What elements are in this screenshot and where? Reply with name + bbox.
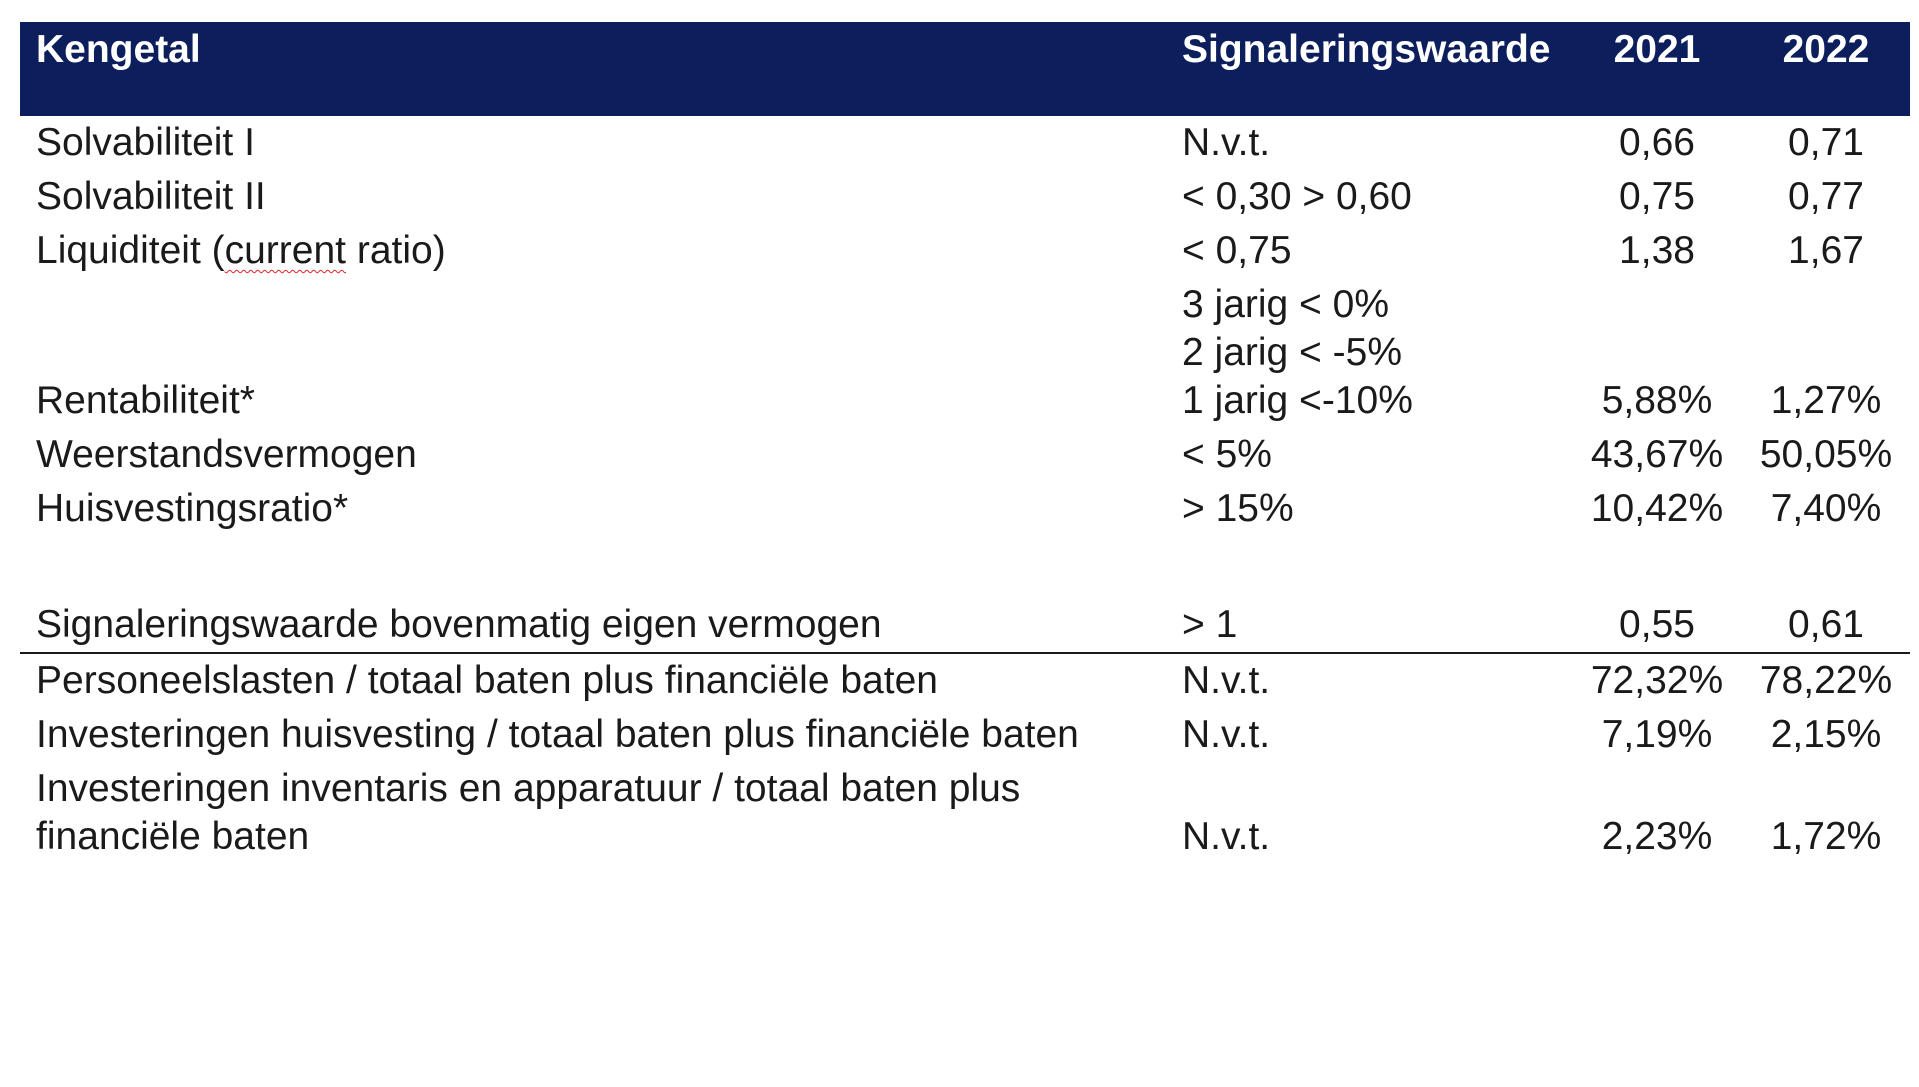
signaleringswaarde-line: 3 jarig < 0% [1182, 283, 1390, 326]
signaleringswaarde-line: 1 jarig <-10% [1182, 379, 1413, 422]
kengetal-cell: Investeringen inventaris en apparatuur / totaal baten plus financiële baten [36, 767, 1021, 858]
signaleringswaarde-cell: N.v.t. [1182, 815, 1271, 858]
kengetal-cell: Solvabiliteit I [36, 121, 255, 164]
table-row [20, 482, 1910, 536]
kengetal-cell: Weerstandsvermogen [36, 433, 417, 476]
value-2021-cell: 5,88% [1601, 379, 1713, 422]
kengetal-suffix: ratio) [346, 229, 446, 272]
kengetal-cell: Huisvestingsratio* [36, 487, 349, 530]
header-2021: 2021 [1613, 28, 1701, 71]
value-2021-cell: 72,32% [1590, 659, 1724, 702]
signaleringswaarde-cell: N.v.t. [1182, 659, 1271, 702]
table-row [20, 116, 1910, 170]
value-2021-cell: 0,55 [1572, 598, 1742, 653]
table-body [20, 116, 1910, 864]
value-2022-cell: 50,05% [1759, 433, 1893, 476]
header-row [20, 22, 1910, 116]
header-kengetal: Kengetal [36, 28, 201, 71]
value-2022-cell: 1,67 [1788, 229, 1864, 272]
kengetal-cell: Rentabiliteit* [36, 379, 255, 422]
signaleringswaarde-cell: > 1 [1166, 598, 1572, 653]
signaleringswaarde-cell: N.v.t. [1182, 713, 1271, 756]
signaleringswaarde-cell: N.v.t. [1182, 121, 1271, 164]
table-row [20, 708, 1910, 762]
value-2022-cell: 0,77 [1788, 175, 1864, 218]
signaleringswaarde-cell: > 15% [1182, 487, 1294, 530]
kengetal-cell [20, 224, 1166, 278]
signaleringswaarde-cell: < 5% [1182, 433, 1272, 476]
value-2022-cell: 7,40% [1770, 487, 1882, 530]
table-row [20, 224, 1910, 278]
signaleringswaarde-cell [1166, 278, 1572, 428]
table-row [20, 278, 1910, 428]
kengetal-cell: Personeelslasten / totaal baten plus financiële baten [36, 659, 938, 702]
kengetal-cell: Investeringen huisvesting / totaal baten plus financiële baten [36, 713, 1079, 756]
table-row [20, 653, 1910, 708]
value-2021-cell: 0,75 [1619, 175, 1695, 218]
table-row [20, 598, 1910, 653]
table-row [20, 762, 1910, 864]
header-signaleringswaarde: Signaleringswaarde [1182, 28, 1551, 71]
table-header [20, 22, 1910, 116]
kengetallen-table [20, 22, 1910, 864]
spacer-row [20, 536, 1910, 598]
signaleringswaarde-cell: < 0,75 [1182, 229, 1292, 272]
value-2022-cell: 78,22% [1759, 659, 1893, 702]
signaleringswaarde-line: 2 jarig < -5% [1182, 331, 1403, 374]
table-row [20, 428, 1910, 482]
kengetal-cell: Solvabiliteit II [36, 175, 266, 218]
value-2021-cell: 10,42% [1590, 487, 1724, 530]
spacer-cell [20, 536, 1910, 598]
kengetal-prefix: Liquiditeit ( [36, 229, 225, 272]
header-2022: 2022 [1782, 28, 1870, 71]
value-2021-cell: 7,19% [1601, 713, 1713, 756]
spellcheck-flagged-word: current [224, 229, 346, 272]
value-2022-cell: 0,71 [1788, 121, 1864, 164]
value-2022-cell: 1,72% [1770, 815, 1882, 858]
signaleringswaarde-cell: < 0,30 > 0,60 [1182, 175, 1412, 218]
value-2021-cell: 1,38 [1619, 229, 1695, 272]
value-2022-cell: 0,61 [1742, 598, 1910, 653]
value-2022-cell: 2,15% [1770, 713, 1882, 756]
table-row [20, 170, 1910, 224]
value-2021-cell: 43,67% [1590, 433, 1724, 476]
kengetal-cell: Signaleringswaarde bovenmatig eigen vermogen [20, 598, 1166, 653]
value-2021-cell: 2,23% [1601, 815, 1713, 858]
value-2021-cell: 0,66 [1619, 121, 1695, 164]
value-2022-cell: 1,27% [1770, 379, 1882, 422]
